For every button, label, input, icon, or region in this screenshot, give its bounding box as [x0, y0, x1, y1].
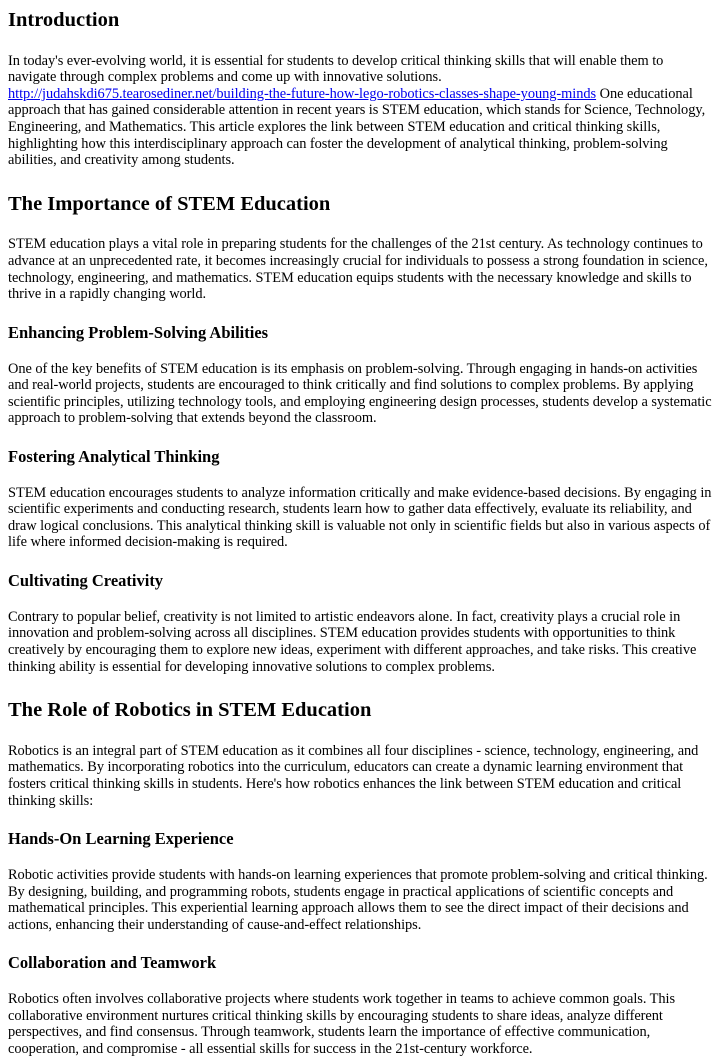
- paragraph-introduction: [8, 53, 712, 169]
- paragraph-teamwork: Robotics often involves collaborative projects where students work together in teams to achieve common goals. This collaborative environment nurtures critical thinking skills by encouraging students to share ideas, analyze different perspectives, and find consensus. Through teamwork, students learn the importance of effective communication, cooperation, and compromise - all essential skills for success in the 21st-century workforce.: [8, 991, 676, 1057]
- paragraph-importance: STEM education plays a vital role in preparing students for the challenges of the 21st century. As technology continues to advance at an unprecedented rate, it becomes increasingly crucial for individuals to possess a strong foundation in science, technology, engineering, and mathematics. STEM education equips students with the necessary knowledge and skills to thrive in a rapidly changing world.: [8, 236, 708, 303]
- intro-text-after-link: One educational approach that has gained considerable attention in recent years is STEM education, which stands for Science, Technology, Engineering, and Mathematics. This article explores the link between STEM education and critical thinking skills, highlighting how this interdisciplinary approach can foster the development of analytical thinking, problem-solving abilities, and creativity among students.: [8, 85, 706, 169]
- heading-creativity: Cultivating Creativity: [8, 571, 164, 591]
- paragraph-robotics: Robotics is an integral part of STEM education as it combines all four disciplines - science, technology, engineering, and mathematics. By incorporating robotics into the curriculum, educators can create a dynamic learning environment that fosters critical thinking skills in students. Here's how robotics enhances the link between STEM education and critical thinking skills:: [8, 742, 699, 809]
- paragraph-hands-on: Robotic activities provide students with hands-on learning experiences that promote problem-solving and critical thinking. By designing, building, and programming robots, students engage in practical applications of scientific concepts and mathematical principles. This experiential learning approach allows them to see the direct impact of their decisions and actions, enhancing their understanding of cause-and-effect relationships.: [8, 867, 708, 933]
- intro-text-before-link: In today's ever-evolving world, it is essential for students to develop critical thinking skills that will enable them to navigate through complex problems and come up with innovative solutions.: [8, 52, 664, 86]
- paragraph-problem-solving: One of the key benefits of STEM education is its emphasis on problem-solving. Through engaging in hands-on activities and real-world projects, students are encouraged to think critically and find solutions to complex problems. By applying scientific principles, utilizing technology tools, and employing engineering design processes, students develop a systematic approach to problem-solving that extends beyond the classroom.: [8, 360, 712, 427]
- heading-teamwork: Collaboration and Teamwork: [8, 953, 217, 973]
- heading-introduction: Introduction: [8, 9, 120, 31]
- heading-hands-on: Hands-On Learning Experience: [8, 829, 234, 849]
- heading-analytical: Fostering Analytical Thinking: [8, 446, 220, 466]
- heading-problem-solving: Enhancing Problem-Solving Abilities: [8, 322, 269, 342]
- article-link[interactable]: http://judahskdi675.tearosediner.net/building-the-future-how-lego-robotics-classes-shape-young-minds: [8, 85, 597, 102]
- heading-importance: The Importance of STEM Education: [8, 192, 331, 215]
- paragraph-analytical: STEM education encourages students to analyze information critically and make evidence-based decisions. By engaging in scientific experiments and conducting research, students learn how to gather data effectively, evaluate its reliability, and draw logical conclusions. This analytical thinking skill is valuable not only in scientific fields but also in various aspects of life where informed decision-making is required.: [8, 484, 712, 551]
- heading-robotics: The Role of Robotics in STEM Education: [8, 699, 372, 722]
- paragraph-creativity: Contrary to popular belief, creativity is not limited to artistic endeavors alone. In fact, creativity plays a crucial role in innovation and problem-solving across all disciplines. STEM education provides students with opportunities to think creatively by encouraging them to explore new ideas, experiment with different approaches, and take risks. This creative thinking ability is essential for developing innovative solutions to complex problems.: [8, 608, 697, 675]
